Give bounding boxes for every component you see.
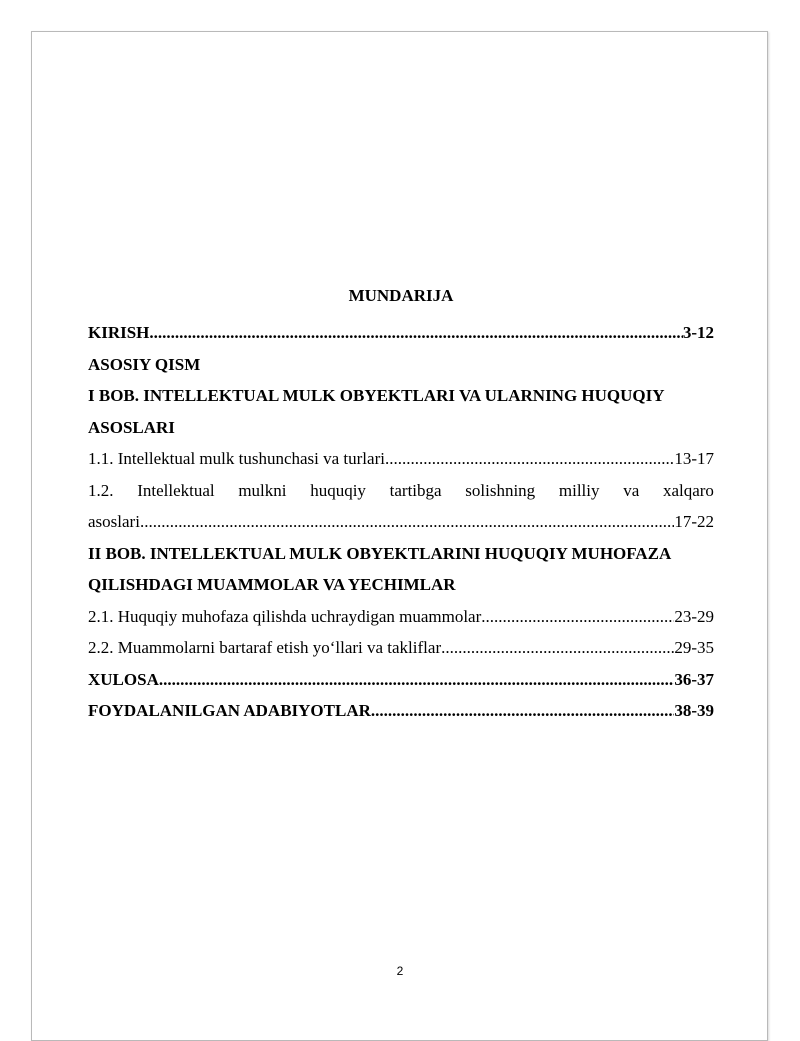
toc-entry-pages: 36-37 [674, 669, 714, 689]
toc-entry-adabiyotlar [88, 695, 714, 727]
dot-leader [481, 601, 674, 633]
toc-entry-label: 2.1. Huquqiy muhofaza qilishda uchraydigan muammolar [88, 606, 482, 626]
page-number: 2 [396, 964, 404, 978]
toc-entry-pages: 17-22 [674, 512, 714, 531]
toc-entry-2-1 [88, 601, 714, 633]
toc-entry-2-2 [88, 632, 714, 664]
toc-entry-xulosa [88, 664, 714, 696]
toc-entry-pages: 29-35 [674, 638, 714, 657]
toc-entry-1-2 [88, 475, 714, 507]
dot-leader [149, 317, 682, 349]
toc-entry-label: II BOB. INTELLEKTUAL MULK OBYEKTLARINI HUQUQIY MUHOFAZA [88, 543, 672, 563]
toc-entry-label-cont: ASOSLARI [88, 417, 175, 437]
toc-entry-label: KIRISH [88, 323, 150, 342]
toc-entry-1-1 [88, 443, 714, 475]
toc-entry-pages: 13-17 [674, 449, 714, 468]
dot-leader [140, 506, 674, 538]
toc-entry-label: XULOSA [88, 669, 159, 689]
toc-word: va [623, 480, 640, 500]
toc-title: MUNDARIJA [348, 286, 454, 305]
toc-entry-kirish [88, 317, 714, 349]
toc-word: mulkni [238, 480, 287, 500]
toc-entry-label: 2.2. Muammolarni bartaraf etish yo‘llari va takliflar [88, 638, 442, 657]
toc-entry-pages: 23-29 [674, 606, 714, 626]
toc-chapter-2-heading [88, 538, 714, 570]
toc-entry-label-cont: QILISHDAGI MUAMMOLAR VA YECHIMLAR [88, 575, 456, 594]
dot-leader [441, 632, 674, 664]
toc-chapter-1-heading [88, 380, 714, 412]
toc-entry-label-cont: asoslari [88, 512, 140, 531]
table-of-contents [88, 280, 714, 727]
toc-word: Intellektual [137, 480, 215, 500]
toc-word: solishning [465, 480, 536, 500]
dot-leader [159, 664, 674, 696]
toc-entry-1-2-cont [88, 506, 714, 538]
toc-entry-label: FOYDALANILGAN ADABIYOTLAR [88, 701, 371, 720]
toc-entry-pages: 38-39 [674, 701, 714, 720]
dot-leader [385, 443, 674, 475]
toc-entry-label: I BOB. INTELLEKTUAL MULK OBYEKTLARI VA ULARNING HUQUQIY [88, 386, 665, 405]
toc-word: tartibga [389, 480, 442, 500]
toc-word: huquqiy [310, 480, 366, 500]
toc-word: xalqaro [662, 480, 714, 500]
dot-leader [371, 695, 674, 727]
toc-chapter-1-heading-cont [88, 412, 714, 444]
toc-entry-label: ASOSIY QISM [88, 354, 201, 374]
toc-entry-label: 1.1. Intellektual mulk tushunchasi va turlari [88, 449, 385, 468]
toc-chapter-2-heading-cont [88, 569, 714, 601]
toc-entry-asosiy-qism [88, 349, 714, 381]
toc-entry-pages: 3-12 [682, 323, 714, 342]
toc-word: milliy [558, 480, 600, 500]
toc-word: 1.2. [88, 480, 114, 500]
